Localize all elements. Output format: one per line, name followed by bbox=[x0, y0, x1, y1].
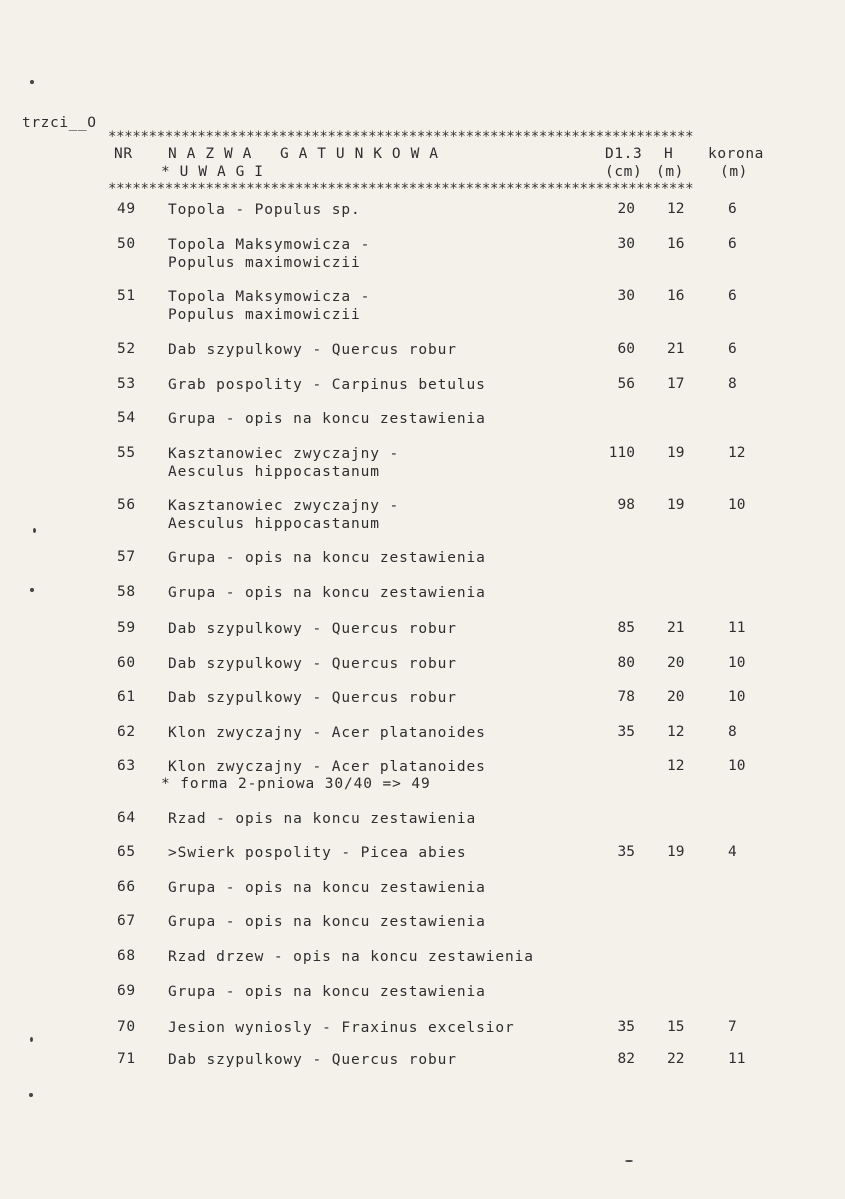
scan-speck bbox=[33, 528, 36, 533]
row-number: 63 bbox=[117, 758, 136, 774]
crown-value: 11 bbox=[728, 1051, 746, 1067]
species-name: Jesion wyniosly - Fraxinus excelsior bbox=[168, 1020, 515, 1036]
row-number: 71 bbox=[117, 1051, 136, 1067]
crown-value: 10 bbox=[728, 655, 746, 671]
height-value: 20 bbox=[667, 689, 685, 705]
species-name: >Swierk pospolity - Picea abies bbox=[168, 845, 467, 861]
height-value: 12 bbox=[667, 724, 685, 740]
row-number: 55 bbox=[117, 445, 136, 461]
header-d13-unit: (cm) bbox=[605, 164, 643, 180]
header-notes: * U W A G I bbox=[161, 164, 264, 180]
height-value: 17 bbox=[667, 376, 685, 392]
height-value: 12 bbox=[667, 201, 685, 217]
crown-value: 6 bbox=[728, 341, 737, 357]
diameter-value: 78 bbox=[617, 689, 635, 705]
species-name: Dab szypulkowy - Quercus robur bbox=[168, 621, 457, 637]
scan-speck bbox=[30, 80, 34, 84]
species-name: Rzad - opis na koncu zestawienia bbox=[168, 811, 477, 827]
diameter-value: 85 bbox=[617, 620, 635, 636]
row-number: 56 bbox=[117, 497, 136, 513]
row-number: 62 bbox=[117, 724, 136, 740]
species-name: Grupa - opis na koncu zestawienia bbox=[168, 984, 486, 1000]
row-number: 54 bbox=[117, 410, 136, 426]
header-h-unit: (m) bbox=[656, 164, 684, 180]
species-name: Grupa - opis na koncu zestawienia bbox=[168, 550, 486, 566]
crown-value: 6 bbox=[728, 201, 737, 217]
diameter-value: 30 bbox=[617, 288, 635, 304]
row-number: 52 bbox=[117, 341, 136, 357]
species-name: Kasztanowiec zwyczajny - Aesculus hippocastanum bbox=[168, 446, 400, 480]
species-name: Topola Maksymowicza - Populus maximowiczii bbox=[168, 289, 371, 323]
row-number: 53 bbox=[117, 376, 136, 392]
header-name: N A Z W A G A T U N K O W A bbox=[168, 146, 439, 162]
crown-value: 7 bbox=[728, 1019, 737, 1035]
height-value: 22 bbox=[667, 1051, 685, 1067]
row-number: 49 bbox=[117, 201, 136, 217]
diameter-value: 98 bbox=[617, 497, 635, 513]
species-name: Grupa - opis na koncu zestawienia bbox=[168, 411, 486, 427]
diameter-value: 82 bbox=[617, 1051, 635, 1067]
height-value: 16 bbox=[667, 236, 685, 252]
scan-speck bbox=[625, 1160, 633, 1162]
row-number: 61 bbox=[117, 689, 136, 705]
species-name: Klon zwyczajny - Acer platanoides bbox=[168, 759, 486, 775]
species-name: Topola Maksymowicza - Populus maximowiczii bbox=[168, 237, 371, 271]
star-divider-bottom: ************************************************************************ bbox=[108, 182, 694, 196]
header-h: H bbox=[664, 146, 674, 162]
species-name: Topola - Populus sp. bbox=[168, 202, 361, 218]
diameter-value: 60 bbox=[617, 341, 635, 357]
header-d13: D1.3 bbox=[605, 146, 643, 162]
diameter-value: 35 bbox=[617, 844, 635, 860]
crown-value: 8 bbox=[728, 724, 737, 740]
diameter-value: 110 bbox=[608, 445, 635, 461]
species-name: Dab szypulkowy - Quercus robur bbox=[168, 1052, 457, 1068]
species-name: Grupa - opis na koncu zestawienia bbox=[168, 880, 486, 896]
row-number: 68 bbox=[117, 948, 136, 964]
height-value: 15 bbox=[667, 1019, 685, 1035]
diameter-value: 30 bbox=[617, 236, 635, 252]
row-number: 58 bbox=[117, 584, 136, 600]
diameter-value: 56 bbox=[617, 376, 635, 392]
height-value: 19 bbox=[667, 497, 685, 513]
scan-speck bbox=[29, 1093, 33, 1097]
star-divider-top: ************************************************************************ bbox=[108, 130, 694, 144]
header-korona-unit: (m) bbox=[720, 164, 748, 180]
row-number: 57 bbox=[117, 549, 136, 565]
height-value: 21 bbox=[667, 620, 685, 636]
crown-value: 11 bbox=[728, 620, 746, 636]
row-number: 65 bbox=[117, 844, 136, 860]
row-number: 66 bbox=[117, 879, 136, 895]
crown-value: 8 bbox=[728, 376, 737, 392]
row-number: 69 bbox=[117, 983, 136, 999]
diameter-value: 35 bbox=[617, 724, 635, 740]
diameter-value: 20 bbox=[617, 201, 635, 217]
crown-value: 10 bbox=[728, 758, 746, 774]
row-number: 70 bbox=[117, 1019, 136, 1035]
scan-speck bbox=[30, 1037, 33, 1042]
species-name: Grupa - opis na koncu zestawienia bbox=[168, 914, 486, 930]
height-value: 20 bbox=[667, 655, 685, 671]
row-number: 51 bbox=[117, 288, 136, 304]
crown-value: 10 bbox=[728, 497, 746, 513]
height-value: 21 bbox=[667, 341, 685, 357]
species-name: Dab szypulkowy - Quercus robur bbox=[168, 656, 457, 672]
crown-value: 6 bbox=[728, 236, 737, 252]
row-number: 64 bbox=[117, 810, 136, 826]
row-number: 50 bbox=[117, 236, 136, 252]
row-number: 60 bbox=[117, 655, 136, 671]
crown-value: 6 bbox=[728, 288, 737, 304]
species-name: Dab szypulkowy - Quercus robur bbox=[168, 690, 457, 706]
scan-speck bbox=[30, 588, 34, 592]
species-name: Grab pospolity - Carpinus betulus bbox=[168, 377, 486, 393]
species-name: Dab szypulkowy - Quercus robur bbox=[168, 342, 457, 358]
crown-value: 10 bbox=[728, 689, 746, 705]
row-number: 67 bbox=[117, 913, 136, 929]
header-nr: NR bbox=[114, 146, 133, 162]
row-note: * forma 2-pniowa 30/40 => 49 bbox=[161, 776, 431, 792]
crown-value: 12 bbox=[728, 445, 746, 461]
species-name: Grupa - opis na koncu zestawienia bbox=[168, 585, 486, 601]
height-value: 19 bbox=[667, 844, 685, 860]
diameter-value: 80 bbox=[617, 655, 635, 671]
height-value: 16 bbox=[667, 288, 685, 304]
species-name: Kasztanowiec zwyczajny - Aesculus hippocastanum bbox=[168, 498, 400, 532]
species-name: Klon zwyczajny - Acer platanoides bbox=[168, 725, 486, 741]
diameter-value: 35 bbox=[617, 1019, 635, 1035]
row-number: 59 bbox=[117, 620, 136, 636]
height-value: 19 bbox=[667, 445, 685, 461]
document-label: trzci__O bbox=[22, 115, 97, 131]
height-value: 12 bbox=[667, 758, 685, 774]
crown-value: 4 bbox=[728, 844, 737, 860]
header-korona: korona bbox=[708, 146, 764, 162]
species-name: Rzad drzew - opis na koncu zestawienia bbox=[168, 949, 534, 965]
